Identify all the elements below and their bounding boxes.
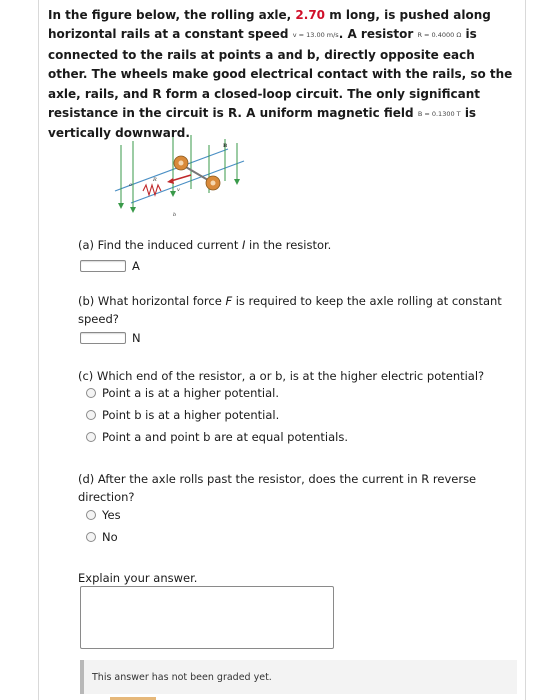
part-c-option-2[interactable]: Point b is at a higher potential.	[86, 408, 279, 422]
intro-text-5: is vertically downward.	[48, 106, 477, 141]
velocity-arrow	[171, 175, 191, 181]
part-c-question: (c) Which end of the resistor, a or b, is at the higher electric potential?	[78, 369, 485, 383]
part-b-answer-row	[80, 331, 141, 345]
velocity-arrowhead	[167, 178, 174, 184]
part-a-answer-row	[80, 259, 140, 273]
intro-text-3: . A resistor	[338, 27, 418, 42]
part-d-question: (d) After the axle rolls past the resistor, does the current in R reverse direction?	[78, 472, 477, 504]
force-unit: N	[132, 331, 141, 345]
resistor-symbol: R = 0.4000 Ω	[417, 31, 462, 40]
label-R: R	[153, 177, 157, 183]
radio-button[interactable]	[86, 432, 96, 442]
grading-status-banner	[80, 660, 517, 694]
radio-button[interactable]	[86, 510, 96, 520]
part-d-option-no[interactable]: No	[86, 530, 118, 544]
part-c-option-3[interactable]: Point a and point b are at equal potentials.	[86, 430, 348, 444]
part-a-question: (a) Find the induced current I in the resistor.	[78, 238, 332, 252]
part-d-option-yes[interactable]: Yes	[86, 508, 121, 522]
field-symbol: B = 0.1300 T	[417, 110, 461, 119]
explain-label: Explain your answer.	[78, 571, 198, 585]
intro-text-4: is connected to the rails at points a and b, directly opposite each other. The wheels make good electrical contact with the rails, so the axle, rails, and R form a closed-loop circuit. The only significant resistance in the circuit is R. A uniform magnetic field	[48, 27, 513, 121]
label-b: b	[173, 212, 177, 218]
label-B: B	[223, 143, 228, 149]
grading-status-text: This answer has not been graded yet.	[92, 671, 272, 683]
current-answer-input[interactable]	[80, 260, 126, 272]
label-a: a	[129, 182, 132, 188]
intro-text-1: In the figure below, the rolling axle,	[48, 8, 296, 22]
wheel-bottom-hub	[211, 181, 216, 186]
radio-button[interactable]	[86, 410, 96, 420]
radio-button[interactable]	[86, 532, 96, 542]
force-answer-input[interactable]	[80, 332, 126, 344]
speed-symbol: v = 13.00 m/s	[292, 31, 339, 40]
magnetic-field-lines	[121, 135, 237, 211]
part-b-question: (b) What horizontal force F is required to keep the axle rolling at constant speed?	[78, 294, 502, 326]
part-c-option-1[interactable]: Point a is at a higher potential.	[86, 386, 279, 400]
resistor-zigzag	[143, 185, 161, 195]
label-v: v	[177, 187, 180, 193]
axle-length-value: 2.70	[295, 8, 326, 22]
current-unit: A	[132, 259, 140, 273]
field-arrowheads	[118, 179, 240, 213]
intro-text-2: m long, is pushed along horizontal rails at a constant speed	[48, 8, 491, 42]
wheel-top-hub	[179, 161, 184, 166]
radio-button[interactable]	[86, 388, 96, 398]
problem-statement	[48, 6, 518, 144]
rolling-axle-figure	[113, 133, 248, 223]
explanation-textarea[interactable]	[80, 586, 334, 649]
